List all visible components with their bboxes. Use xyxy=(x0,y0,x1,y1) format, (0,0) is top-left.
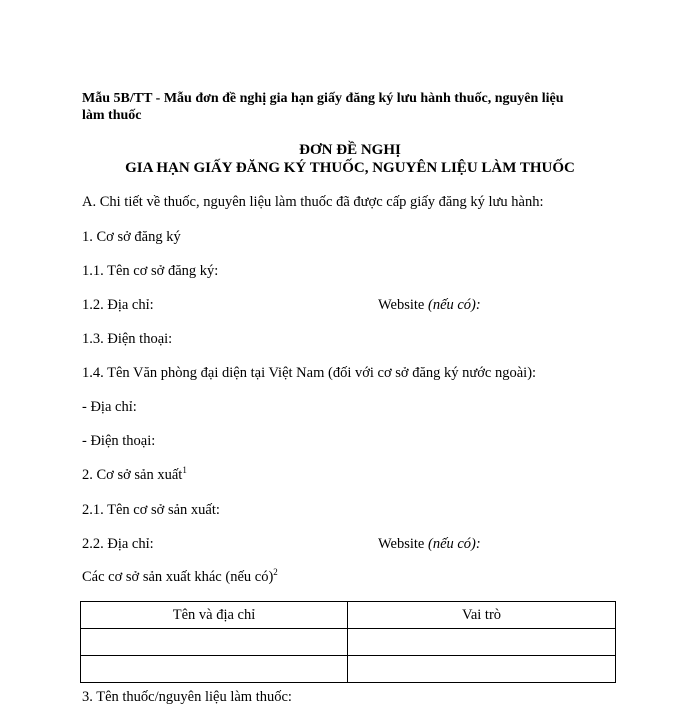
document-title-line-1: ĐƠN ĐỀ NGHỊ xyxy=(299,142,401,158)
manufacturer-footnote-marker: 1 xyxy=(182,465,187,476)
other-manufacturers-label-line xyxy=(82,569,278,586)
document-title-line-2: GIA HẠN GIẤY ĐĂNG KÝ THUỐC, NGUYÊN LIỆU LÀM THUỐC xyxy=(125,160,575,176)
table-header-name-address: Tên và địa chỉ xyxy=(81,602,348,629)
table-cell xyxy=(81,629,348,656)
item-3-label: 3. Tên thuốc/nguyên liệu làm thuốc: xyxy=(82,689,292,705)
manufacturer-address-label: 2.2. Địa chỉ: xyxy=(82,536,154,552)
manufacturer-website-note: (nếu có): xyxy=(427,536,481,552)
form-heading-line-1: Mẫu 5B/TT - Mẫu đơn đề nghị gia hạn giấy đăng ký lưu hành thuốc, nguyên liệu xyxy=(82,91,564,106)
table-row xyxy=(81,656,616,683)
other-manufacturers-label: Các cơ sở sản xuất khác (nếu có) xyxy=(82,569,274,585)
form-heading-line-2: làm thuốc xyxy=(82,108,142,123)
registrant-website-note: (nếu có): xyxy=(427,297,481,313)
registrant-address-label: 1.2. Địa chỉ: xyxy=(82,297,154,313)
manufacturer-label-line xyxy=(82,467,187,484)
table-cell xyxy=(348,629,616,656)
other-manufacturers-footnote-marker: 2 xyxy=(273,567,278,578)
table-cell xyxy=(81,656,348,683)
manufacturer-website-label: Website xyxy=(378,536,425,552)
registrant-website-label: Website xyxy=(378,297,425,313)
table-header-row xyxy=(81,602,616,629)
table-cell xyxy=(348,656,616,683)
manufacturer-website-field xyxy=(378,536,481,553)
rep-address-label: - Địa chỉ: xyxy=(82,399,137,415)
rep-office-label: 1.4. Tên Văn phòng đại diện tại Việt Nam (đối với cơ sở đăng ký nước ngoài): xyxy=(82,365,537,381)
section-a-heading: A. Chi tiết về thuốc, nguyên liệu làm thuốc đã được cấp giấy đăng ký lưu hành: xyxy=(82,194,544,210)
table-header-role: Vai trò xyxy=(348,602,616,629)
registrant-label: 1. Cơ sở đăng ký xyxy=(82,229,181,245)
producers-table xyxy=(80,601,616,683)
manufacturer-name-label: 2.1. Tên cơ sở sản xuất: xyxy=(82,502,220,518)
table-row xyxy=(81,629,616,656)
registrant-name-label: 1.1. Tên cơ sở đăng ký: xyxy=(82,263,219,279)
manufacturer-label: 2. Cơ sở sản xuất xyxy=(82,467,183,483)
rep-phone-label: - Điện thoại: xyxy=(82,433,156,449)
registrant-phone-label: 1.3. Điện thoại: xyxy=(82,331,173,347)
registrant-website-field xyxy=(378,297,481,314)
